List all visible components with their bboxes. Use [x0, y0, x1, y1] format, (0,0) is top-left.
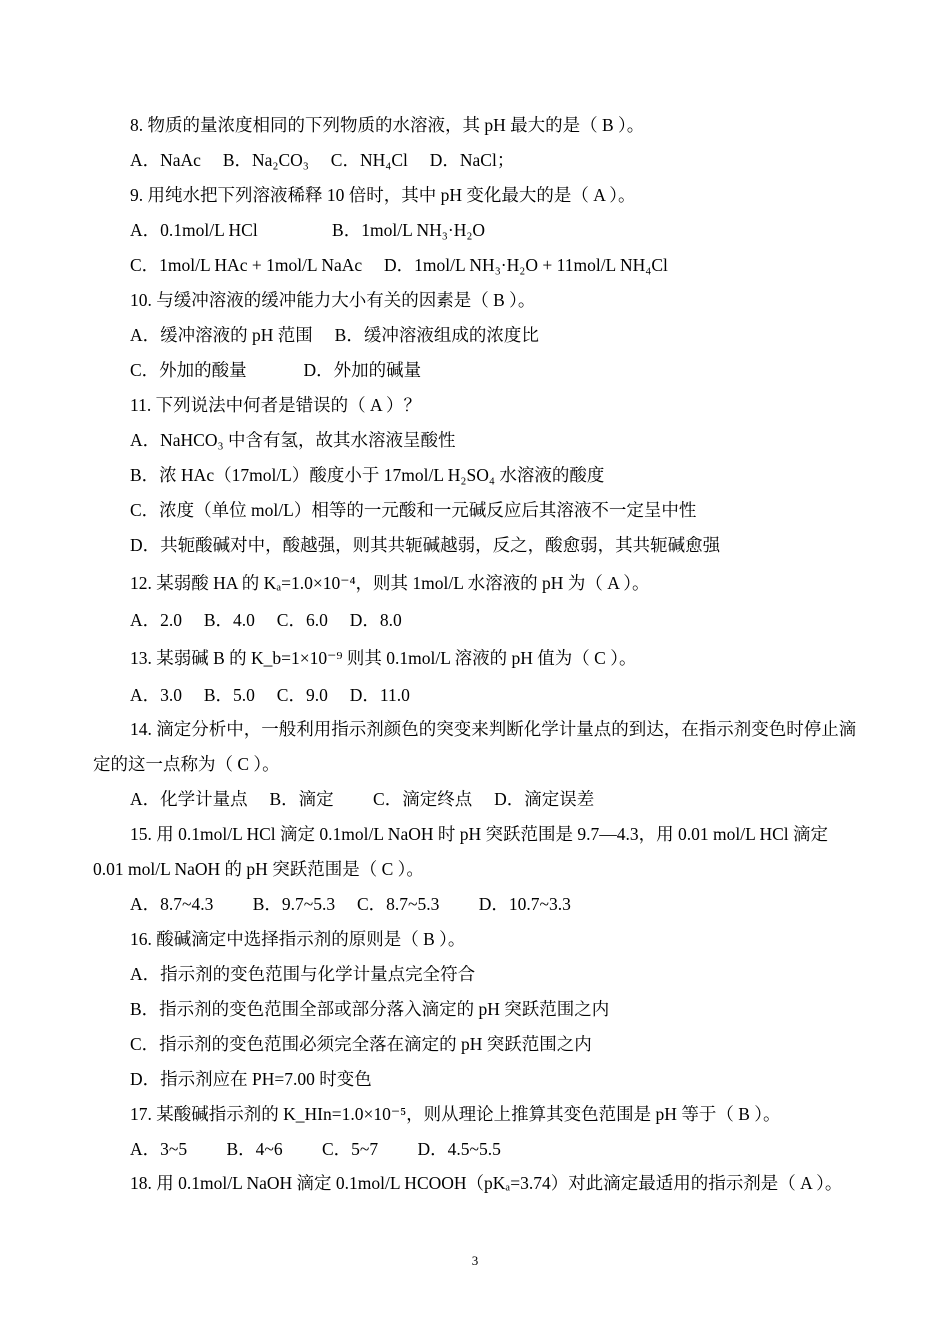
line-q15: 15. 用 0.1mol/L HCl 滴定 0.1mol/L NaOH 时 pH 突跃范围是 9.7—4.3，用 0.01 mol/L HCl 滴定 0.01 mol/L NaOH 的 pH 突跃范围是（ C ）。 — [93, 824, 829, 879]
line-q18: 18. 用 0.1mol/L NaOH 滴定 0.1mol/L HCOOH（pKₐ=3.74）对此滴定最适用的指示剂是（ A ）。 — [130, 1173, 843, 1193]
line-q11: 11. 下列说法中何者是错误的（ A ）？ — [130, 395, 422, 415]
line-q9: 9. 用纯水把下列溶液稀释 10 倍时，其中 pH 变化最大的是（ A ）。 — [130, 185, 636, 205]
line-q10: 10. 与缓冲溶液的缓冲能力大小有关的因素是（ B ）。 — [130, 290, 536, 310]
line-q11-option-a: A．NaHCO₃ 中含有氢，故其水溶液呈酸性 — [130, 430, 456, 450]
line-q9-options-ab: A．0.1mol/L HCl B．1mol/L NH₃·H₂O — [130, 220, 486, 240]
line-q16-option-c: C．指示剂的变色范围必须完全落在滴定的 pH 突跃范围之内 — [130, 1034, 592, 1054]
line-q12: 12. 某弱酸 HA 的 Kₐ=1.0×10⁻⁴，则其 1mol/L 水溶液的 pH 为（ A ）。 — [130, 573, 650, 593]
line-q16: 16. 酸碱滴定中选择指示剂的原则是（ B ）。 — [130, 929, 466, 949]
line-q13-options: A．3.0 B．5.0 C．9.0 D．11.0 — [130, 685, 410, 705]
line-q14-options: A．化学计量点 B．滴定 C．滴定终点 D．滴定误差 — [130, 789, 595, 809]
line-q12-options: A．2.0 B．4.0 C．6.0 D．8.0 — [130, 610, 402, 630]
line-q10-options-cd: C．外加的酸量 D．外加的碱量 — [130, 360, 422, 380]
line-q14: 14. 滴定分析中，一般利用指示剂颜色的突变来判断化学计量点的到达，在指示剂变色时停止滴定的这一点称为（ C ）。 — [93, 719, 857, 774]
line-q15-options: A．8.7~4.3 B．9.7~5.3 C．8.7~5.3 D．10.7~3.3 — [130, 894, 571, 914]
line-q11-option-d: D．共轭酸碱对中，酸越强，则其共轭碱越弱，反之，酸愈弱，其共轭碱愈强 — [130, 535, 721, 555]
line-q8: 8. 物质的量浓度相同的下列物质的水溶液，其 pH 最大的是（ B ）。 — [130, 115, 645, 135]
line-q13: 13. 某弱碱 B 的 K_b=1×10⁻⁹ 则其 0.1mol/L 溶液的 pH 值为（ C ）。 — [130, 648, 637, 668]
line-q16-option-d: D．指示剂应在 PH=7.00 时变色 — [130, 1069, 372, 1089]
line-q8-options: A．NaAc B．Na₂CO₃ C．NH₄Cl D．NaCl； — [130, 150, 515, 170]
page-number: 3 — [471, 1253, 479, 1268]
line-q16-option-b: B．指示剂的变色范围全部或部分落入滴定的 pH 突跃范围之内 — [130, 999, 610, 1019]
line-q17: 17. 某酸碱指示剂的 K_HIn=1.0×10⁻⁵，则从理论上推算其变色范围是 pH 等于（ B ）。 — [130, 1104, 781, 1124]
line-q10-options-ab: A．缓冲溶液的 pH 范围 B．缓冲溶液组成的浓度比 — [130, 325, 539, 345]
line-q9-options-cd: C．1mol/L HAc + 1mol/L NaAc D．1mol/L NH₃·H₂O + 11mol/L NH₄Cl — [130, 255, 668, 275]
line-q17-options: A．3~5 B．4~6 C．5~7 D．4.5~5.5 — [130, 1139, 501, 1159]
line-q16-option-a: A．指示剂的变色范围与化学计量点完全符合 — [130, 964, 476, 984]
line-q11-option-b: B．浓 HAc（17mol/L）酸度小于 17mol/L H₂SO₄ 水溶液的酸度 — [130, 465, 605, 485]
line-q11-option-c: C．浓度（单位 mol/L）相等的一元酸和一元碱反应后其溶液不一定呈中性 — [130, 500, 697, 520]
